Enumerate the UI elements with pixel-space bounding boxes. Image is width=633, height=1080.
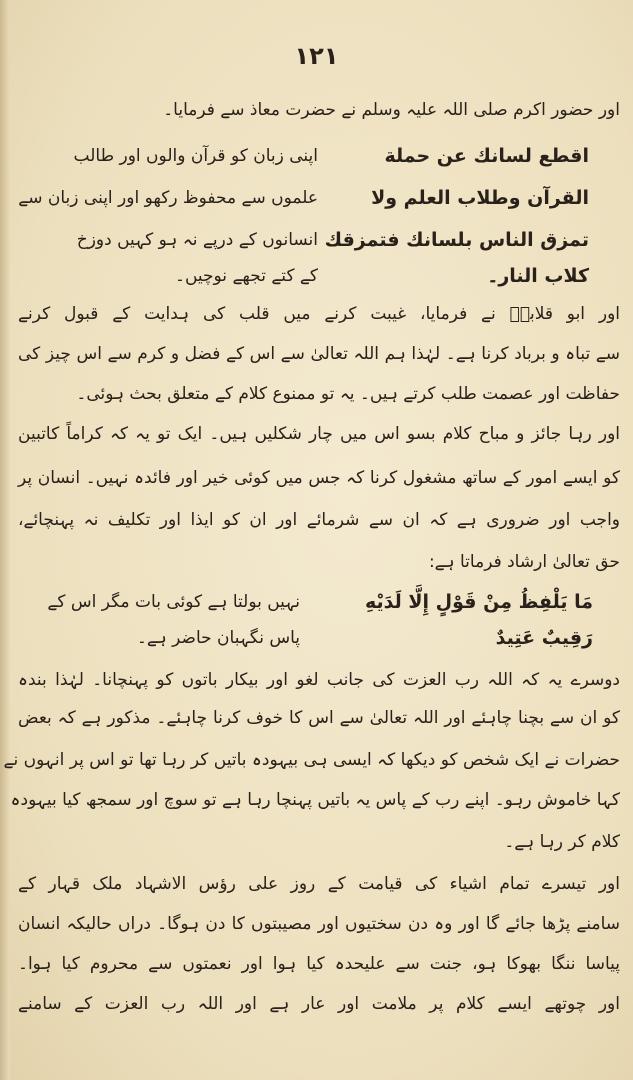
arabic-verse-line: القرآن وطلاب العلم ولا: [371, 187, 589, 209]
text-line: واجب اور ضروری ہے کہ ان سے شرمائے اور ان کو ایذا اور تکلیف نہ پہنچائے،: [18, 510, 620, 530]
text-line: اور حضور اکرم صلی اللہ علیہ وسلم نے حضرت معاذ سے فرمایا۔: [163, 100, 620, 120]
arabic-verse-line: تمزق الناس بلسانك فتمزقك: [324, 229, 589, 251]
translation-line: انسانوں کے درپے نہ ہو کہیں دوزخ: [76, 230, 318, 250]
text-line: کہا خاموش رہو۔ اپنے رب کے پاس یہ باتیں پہنچا رہا ہے تو سوچ اور سمجھ کیا بیہودہ: [10, 790, 620, 810]
translation-line: نہیں بولتا ہے کوئی بات مگر اس کے: [47, 592, 300, 612]
text-line: حق تعالیٰ ارشاد فرماتا ہے:: [428, 552, 620, 572]
quran-verse-line: مَا يَلْفِظُ مِنْ قَوْلٍ إِلَّا لَدَيْهِ: [364, 591, 593, 613]
translation-line: پاس نگہبان حاضر ہے۔: [136, 628, 300, 648]
arabic-verse-line: كلاب النار۔: [487, 265, 589, 287]
text-line: اور تیسرے تمام اشیاء کی قیامت کے روز علی رؤس الاشہاد ملک قہار کے: [18, 874, 620, 894]
text-line: سے تباہ و برباد کرنا ہے۔ لہٰذا ہم اللہ تعالیٰ سے اس کے فضل و کرم سے اس چیز کی: [18, 344, 620, 364]
translation-line: علموں سے محفوظ رکھو اور اپنی زبان سے: [18, 188, 318, 208]
translation-line: کے کتے تجھے نوچیں۔: [174, 266, 318, 286]
text-line: دوسرے یہ کہ اللہ رب العزت کی جانب لغو اور بیکار باتوں کو پہنچانا۔ لہٰذا بندہ: [18, 670, 620, 690]
text-line: سامنے پڑھا جائے گا اور وہ دن سختیوں اور مصیبتوں کا دن ہوگا۔ دراں حالیکہ انسان: [18, 914, 620, 934]
arabic-verse-line: اقطع لسانك عن حملة: [384, 145, 589, 167]
quran-verse-line: رَقِيبٌ عَتِيدٌ: [495, 627, 593, 649]
text-line: اور ابو قلابہؓ نے فرمایا، غیبت کرنے میں قلب کی ہدایت کے قبول کرنے: [18, 304, 620, 324]
text-line: اور چوتھے ایسے کلام پر ملامت اور عار ہے اور اللہ رب العزت کے سامنے: [18, 994, 620, 1014]
text-line: کو ان سے بچنا چاہئے اور اللہ تعالیٰ سے اس کا خوف کرنا چاہئے۔ مذکور ہے کہ بعض: [18, 708, 620, 728]
text-line: پیاسا ننگا بھوکا ہو، جنت سے علیحدہ کیا ہوا اور نعمتوں سے محروم کیا ہوا۔: [18, 954, 620, 974]
translation-line: اپنی زبان کو قرآن والوں اور طالب: [73, 146, 318, 166]
text-line: اور رہا جائز و مباح کلام بسو اس میں چار شکلیں ہیں۔ ایک تو یہ کہ کراماً کاتبین: [18, 424, 620, 444]
text-line: کو ایسے امور کے ساتھ مشغول کرنا کہ جس میں کوئی خیر اور فائدہ نہیں۔ انسان پر: [18, 468, 620, 488]
text-line: حضرات نے ایک شخص کو دیکھا کہ ایسی ہی بیہودہ باتیں کر رہا تھا تو اس پر انہوں نے: [3, 750, 620, 770]
text-line: حفاظت اور عصمت طلب کرتے ہیں۔ یہ تو ممنوع کلام کے متعلق بحث ہوئی۔: [76, 384, 620, 404]
page-spine-shadow: [0, 0, 10, 1080]
page-number: ۱۲۱: [294, 42, 339, 70]
text-line: کلام کر رہا ہے۔: [504, 832, 620, 852]
